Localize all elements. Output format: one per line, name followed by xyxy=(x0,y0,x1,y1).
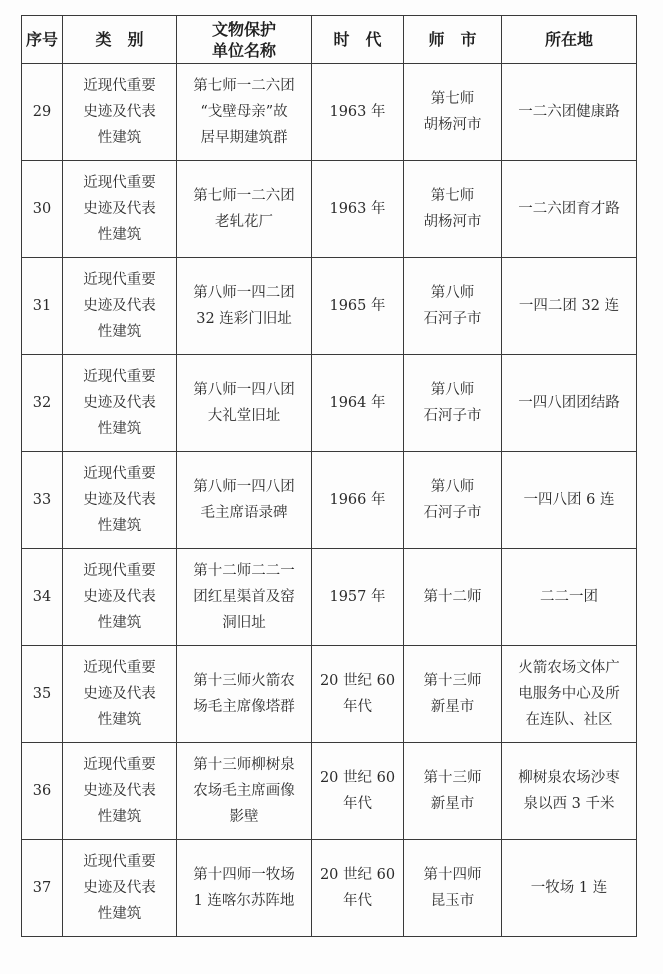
cell-text-line: 史迹及代表 xyxy=(83,880,156,896)
header-site-name xyxy=(177,16,312,64)
era-cell xyxy=(312,452,404,549)
serial-number-cell: 35 xyxy=(22,646,63,743)
cell-text-line: 1964 年 xyxy=(329,395,386,411)
header-serial-number xyxy=(22,16,63,64)
cell-text-line: 泉以西 3 千米 xyxy=(523,796,615,812)
division-city-cell xyxy=(404,258,502,355)
cell-text-line: 第八师一四八团 xyxy=(193,479,295,495)
era-cell xyxy=(312,355,404,452)
cell-text-line: 史迹及代表 xyxy=(83,201,156,217)
cell-text-line: 第七师 xyxy=(430,188,475,204)
serial-number-cell: 31 xyxy=(22,258,63,355)
table-row xyxy=(22,64,637,161)
site-name-cell xyxy=(177,258,312,355)
table-row xyxy=(22,258,637,355)
table-body xyxy=(22,64,637,937)
header-text-line: 师 市 xyxy=(428,30,477,49)
cell-text-line: 电服务中心及所 xyxy=(518,686,620,702)
header-text-line: 序号 xyxy=(26,30,59,49)
table-row xyxy=(22,743,637,840)
cell-text-line: 1963 年 xyxy=(329,201,386,217)
cell-text-line: 新星市 xyxy=(430,796,475,812)
cell-text-line: 1 连喀尔苏阵地 xyxy=(193,893,295,909)
cell-text-line: 二二一团 xyxy=(540,589,598,605)
category-cell xyxy=(63,355,177,452)
cell-text-line: 性建筑 xyxy=(97,712,142,728)
division-city-cell xyxy=(404,743,502,840)
cell-text-line: 1963 年 xyxy=(329,104,386,120)
cell-text-line: 昆玉市 xyxy=(430,893,475,909)
serial-number-cell: 30 xyxy=(22,161,63,258)
header-era xyxy=(312,16,404,64)
location-cell xyxy=(502,840,637,937)
table-row xyxy=(22,840,637,937)
cell-text-line: 近现代重要 xyxy=(83,757,156,773)
cell-text-line: 第十二师二二一 xyxy=(193,563,295,579)
header-text-line: 所在地 xyxy=(544,30,593,49)
division-city-cell xyxy=(404,64,502,161)
cell-text-line: 老轧花厂 xyxy=(215,214,273,230)
division-city-cell xyxy=(404,646,502,743)
cell-text-line: 近现代重要 xyxy=(83,466,156,482)
cell-text-line: 史迹及代表 xyxy=(83,104,156,120)
serial-number-cell: 32 xyxy=(22,355,63,452)
cell-text-line: 近现代重要 xyxy=(83,272,156,288)
location-cell xyxy=(502,549,637,646)
header-text-line: 单位名称 xyxy=(211,40,276,60)
serial-number-cell: 34 xyxy=(22,549,63,646)
cell-text-line: 石河子市 xyxy=(423,505,482,521)
location-cell xyxy=(502,355,637,452)
cell-text-line: 近现代重要 xyxy=(83,175,156,191)
cell-text-line: 史迹及代表 xyxy=(83,492,156,508)
cell-text-line: 20 世纪 60 xyxy=(319,867,396,883)
cell-text-line: 一牧场 1 连 xyxy=(530,880,608,896)
cell-text-line: 石河子市 xyxy=(423,408,482,424)
cell-text-line: 新星市 xyxy=(430,699,475,715)
serial-number-cell: 37 xyxy=(22,840,63,937)
cell-text-line: 史迹及代表 xyxy=(83,395,156,411)
cell-text-line: 近现代重要 xyxy=(83,563,156,579)
era-cell xyxy=(312,743,404,840)
category-cell xyxy=(63,743,177,840)
cell-text-line: 在连队、社区 xyxy=(525,712,613,728)
cell-text-line: 年代 xyxy=(343,699,372,715)
era-cell xyxy=(312,161,404,258)
location-cell xyxy=(502,258,637,355)
cell-text-line: 第七师一二六团 xyxy=(193,78,295,94)
location-cell xyxy=(502,64,637,161)
era-cell xyxy=(312,840,404,937)
cell-text-line: 第八师 xyxy=(430,479,475,495)
serial-number-cell: 29 xyxy=(22,64,63,161)
category-cell xyxy=(63,161,177,258)
division-city-cell xyxy=(404,840,502,937)
cell-text-line: 史迹及代表 xyxy=(83,686,156,702)
cell-text-line: 近现代重要 xyxy=(83,78,156,94)
era-cell xyxy=(312,258,404,355)
cell-text-line: 第十三师 xyxy=(423,770,482,786)
cell-text-line: 第十三师火箭农 xyxy=(193,673,295,689)
location-cell xyxy=(502,452,637,549)
cell-text-line: 第十二师 xyxy=(423,589,482,605)
cell-text-line: 年代 xyxy=(343,796,372,812)
cell-text-line: “戈壁母亲”故 xyxy=(200,104,288,120)
category-cell xyxy=(63,258,177,355)
site-name-cell xyxy=(177,840,312,937)
serial-number-cell: 36 xyxy=(22,743,63,840)
location-cell xyxy=(502,646,637,743)
cell-text-line: 一二六团健康路 xyxy=(518,104,620,120)
cell-text-line: 32 连彩门旧址 xyxy=(196,311,292,327)
division-city-cell xyxy=(404,161,502,258)
cell-text-line: 柳树泉农场沙枣 xyxy=(518,770,620,786)
cell-text-line: 近现代重要 xyxy=(83,369,156,385)
cell-text-line: 性建筑 xyxy=(97,227,142,243)
cell-text-line: 史迹及代表 xyxy=(83,783,156,799)
cell-text-line: 性建筑 xyxy=(97,906,142,922)
site-name-cell xyxy=(177,646,312,743)
cell-text-line: 性建筑 xyxy=(97,130,142,146)
site-name-cell xyxy=(177,161,312,258)
header-text-line: 时 代 xyxy=(333,30,382,49)
table-row xyxy=(22,646,637,743)
site-name-cell xyxy=(177,743,312,840)
era-cell xyxy=(312,549,404,646)
cell-text-line: 20 世纪 60 xyxy=(319,673,396,689)
header-text-line: 类 别 xyxy=(95,30,144,49)
table-header-row xyxy=(22,16,637,64)
cell-text-line: 年代 xyxy=(343,893,372,909)
cell-text-line: 大礼堂旧址 xyxy=(207,408,281,424)
cell-text-line: 火箭农场文体广 xyxy=(518,660,620,676)
cell-text-line: 一四八团团结路 xyxy=(518,395,620,411)
table-row xyxy=(22,549,637,646)
era-cell xyxy=(312,646,404,743)
cell-text-line: 居早期建筑群 xyxy=(200,130,288,146)
site-name-cell xyxy=(177,452,312,549)
cell-text-line: 近现代重要 xyxy=(83,854,156,870)
cell-text-line: 第八师 xyxy=(430,382,475,398)
table-row xyxy=(22,355,637,452)
cell-text-line: 胡杨河市 xyxy=(423,214,482,230)
site-name-cell xyxy=(177,64,312,161)
cell-text-line: 性建筑 xyxy=(97,809,142,825)
cell-text-line: 第八师 xyxy=(430,285,475,301)
cell-text-line: 近现代重要 xyxy=(83,660,156,676)
cell-text-line: 第十四师一牧场 xyxy=(193,867,295,883)
cell-text-line: 场毛主席像塔群 xyxy=(193,699,295,715)
cell-text-line: 毛主席语录碑 xyxy=(200,505,288,521)
cell-text-line: 第十四师 xyxy=(423,867,482,883)
cell-text-line: 史迹及代表 xyxy=(83,298,156,314)
division-city-cell xyxy=(404,549,502,646)
cell-text-line: 第八师一四二团 xyxy=(193,285,295,301)
heritage-site-table xyxy=(21,15,637,937)
cell-text-line: 第十三师 xyxy=(423,673,482,689)
header-text-line: 文物保护 xyxy=(211,19,276,39)
table-row xyxy=(22,452,637,549)
cell-text-line: 洞旧址 xyxy=(222,615,266,631)
cell-text-line: 第十三师柳树泉 xyxy=(193,757,295,773)
cell-text-line: 一二六团育才路 xyxy=(518,201,620,217)
cell-text-line: 团红星渠首及窑 xyxy=(193,589,295,605)
cell-text-line: 性建筑 xyxy=(97,615,142,631)
cell-text-line: 性建筑 xyxy=(97,518,142,534)
cell-text-line: 一四二团 32 连 xyxy=(518,298,620,314)
division-city-cell xyxy=(404,355,502,452)
cell-text-line: 性建筑 xyxy=(97,324,142,340)
cell-text-line: 石河子市 xyxy=(423,311,482,327)
category-cell xyxy=(63,452,177,549)
header-location xyxy=(502,16,637,64)
header-division-city xyxy=(404,16,502,64)
category-cell xyxy=(63,549,177,646)
cell-text-line: 1965 年 xyxy=(329,298,386,314)
table-row xyxy=(22,161,637,258)
site-name-cell xyxy=(177,355,312,452)
cell-text-line: 第七师一二六团 xyxy=(193,188,295,204)
serial-number-cell: 33 xyxy=(22,452,63,549)
cell-text-line: 第八师一四八团 xyxy=(193,382,295,398)
era-cell xyxy=(312,64,404,161)
cell-text-line: 1966 年 xyxy=(329,492,386,508)
cell-text-line: 第七师 xyxy=(430,91,475,107)
category-cell xyxy=(63,64,177,161)
category-cell xyxy=(63,646,177,743)
cell-text-line: 胡杨河市 xyxy=(423,117,482,133)
cell-text-line: 20 世纪 60 xyxy=(319,770,396,786)
division-city-cell xyxy=(404,452,502,549)
header-category xyxy=(63,16,177,64)
location-cell xyxy=(502,161,637,258)
cell-text-line: 1957 年 xyxy=(329,589,386,605)
location-cell xyxy=(502,743,637,840)
cell-text-line: 一四八团 6 连 xyxy=(523,492,615,508)
cell-text-line: 影壁 xyxy=(229,809,259,825)
cell-text-line: 性建筑 xyxy=(97,421,142,437)
cell-text-line: 史迹及代表 xyxy=(83,589,156,605)
cell-text-line: 农场毛主席画像 xyxy=(193,783,295,799)
site-name-cell xyxy=(177,549,312,646)
category-cell xyxy=(63,840,177,937)
